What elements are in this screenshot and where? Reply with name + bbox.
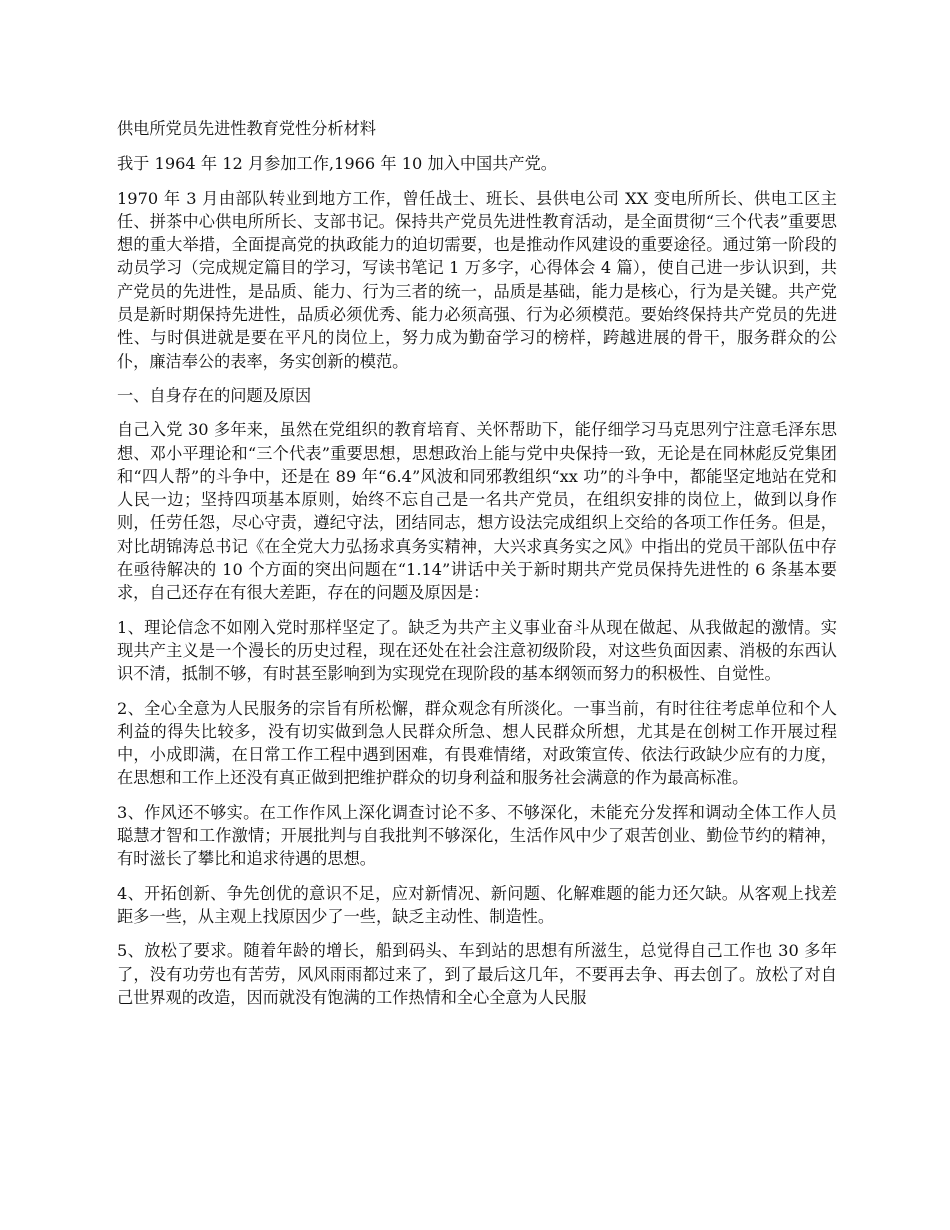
- document-page: [117, 117, 837, 1020]
- paragraph-issue-1: 1、理论信念不如刚入党时那样坚定了。缺乏为共产主义事业奋斗从现在做起、从我做起的激情。实现共产主义是一个漫长的历史过程，现在还处在社会注意初级阶段，对这些负面因素、消极的东西认识不清，抵制不够，有时甚至影响到为实现党在现阶段的基本纲领而努力的积极性、自觉性。: [117, 617, 837, 684]
- paragraph-issue-3: 3、作风还不够实。在工作作风上深化调查讨论不多、不够深化，未能充分发挥和调动全体工作人员聪慧才智和工作激情；开展批判与自我批判不够深化，生活作风中少了艰苦创业、勤俭节约的精神，有时滋长了攀比和追求待遇的思想。: [117, 802, 837, 869]
- paragraph-issue-5: 5、放松了要求。随着年龄的增长，船到码头、车到站的思想有所滋生，总觉得自己工作也 30 多年了，没有功劳也有苦劳，风风雨雨都过来了，到了最后这几年，不要再去争、再去创了。放松了对自己世界观的改造，因而就没有饱满的工作热情和全心全意为人民服: [117, 941, 837, 1007]
- paragraph-self-review: 自己入党 30 多年来，虽然在党组织的教育培育、关怀帮助下，能仔细学习马克思列宁注意毛泽东思想、邓小平理论和“三个代表”重要思想，思想政治上能与党中央保持一致，无论是在同林彪反党集团和“四人帮”的斗争中，还是在 89 年“6.4”风波和同邪教组织“xx 功”的斗争中，都能坚定地站在党和人民一边；坚持四项基本原则，始终不忘自己是一名共产党员，在组织安排的岗位上，做到以身作则，任劳任怨，尽心守责，遵纪守法，团结同志，想方设法完成组织上交给的各项工作任务。但是，对比胡锦涛总书记《在全党大力弘扬求真务实精神，大兴求真务实之风》中指出的党员干部队伍中存在亟待解决的 10 个方面的突出问题在“1.14”讲话中关于新时期共产党员保持先进性的 6 条基本要求，自己还存在有很大差距，存在的问题及原因是：: [117, 420, 837, 603]
- section-heading: 一、自身存在的问题及原因: [117, 385, 312, 405]
- paragraph-issue-2: 2、全心全意为人民服务的宗旨有所松懈，群众观念有所淡化。一事当前，有时往往考虑单位和个人利益的得失比较多，没有切实做到急人民群众所急、想人民群众所想，尤其是在创树工作开展过程中，小成即满，在日常工作工程中遇到困难，有畏难情绪，对政策宣传、依法行政缺少应有的力度，在思想和工作上还没有真正做到把维护群众的切身利益和服务社会满意的作为最高标准。: [117, 698, 837, 788]
- paragraph-join-date: 我于 1964 年 12 月参加工作,1966 年 10 加入中国共产党。: [117, 154, 557, 174]
- document-title: 供电所党员先进性教育党性分析材料: [117, 119, 376, 138]
- paragraph-career: 1970 年 3 月由部队转业到地方工作，曾任战士、班长、县供电公司 XX 变电所所长、供电工区主任、拼茶中心供电所所长、支部书记。保持共产党员先进性教育活动，是全面贯彻“三个代表”重要思想的重大举措，全面提高党的执政能力的迫切需要，也是推动作风建设的重要途径。通过第一阶段的动员学习（完成规定篇目的学习，写读书笔记 1 万多字，心得体会 4 篇），使自己进一步认识到，共产党员的先进性，是品质、能力、行为三者的统一，品质是基础，能力是核心，行为是关键。共产党员是新时期保持先进性，品质必须优秀、能力必须高强、行为必须模范。要始终保持共产党员的先进性、与时俱进就是要在平凡的岗位上，努力成为勤奋学习的榜样，跨越进展的骨干，服务群众的公仆，廉洁奉公的表率，务实创新的模范。: [117, 188, 837, 371]
- paragraph-issue-4: 4、开拓创新、争先创优的意识不足，应对新情况、新问题、化解难题的能力还欠缺。从客观上找差距多一些，从主观上找原因少了一些，缺乏主动性、制造性。: [117, 883, 837, 926]
